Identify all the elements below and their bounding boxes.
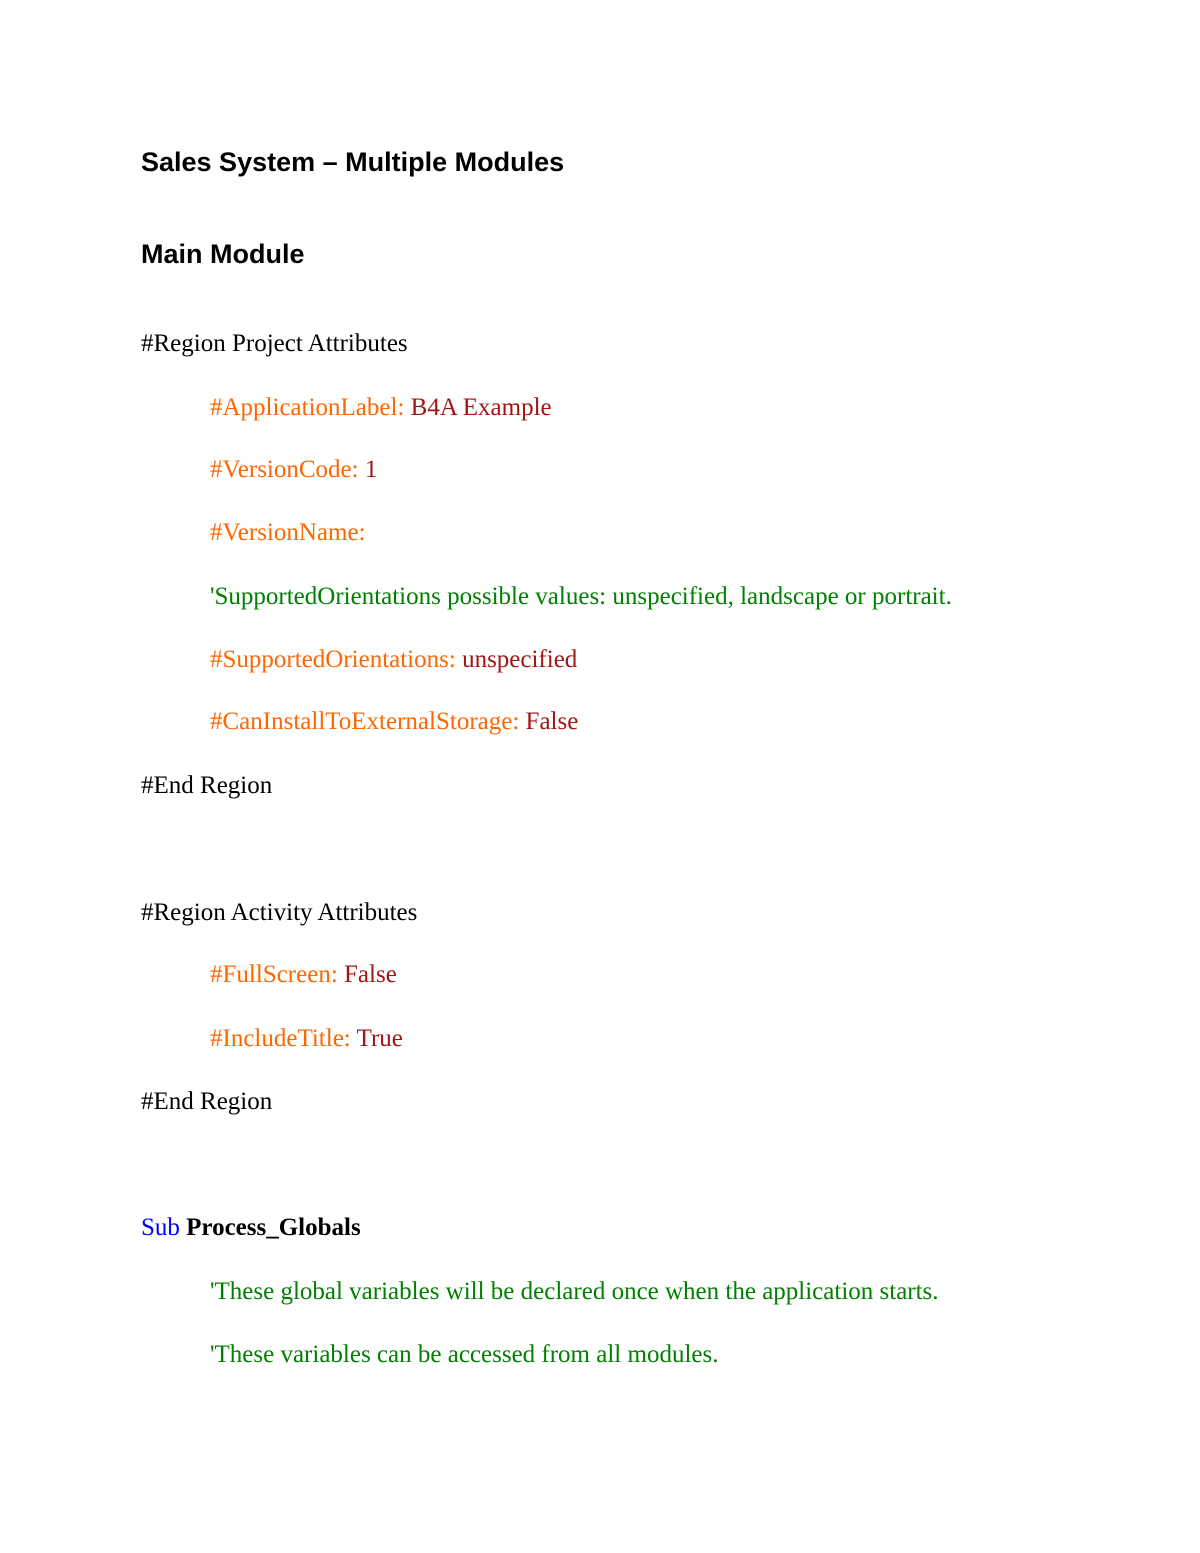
directive-key: #SupportedOrientations xyxy=(210,646,449,673)
directive-key: #CanInstallToExternalStorage xyxy=(210,708,513,735)
directive-key: #IncludeTitle xyxy=(210,1025,344,1052)
document-title: Sales System – Multiple Modules xyxy=(141,147,565,177)
version-name-line xyxy=(210,520,366,545)
globals-comment-2: 'These variables can be accessed from all modules. xyxy=(210,1341,719,1368)
region-start-project: #Region Project Attributes xyxy=(141,330,408,357)
directive-value: 1 xyxy=(364,456,378,483)
supported-orientations-line xyxy=(210,647,577,672)
can-install-external-line xyxy=(210,709,578,734)
directive-value: False xyxy=(344,961,397,988)
include-title-line xyxy=(210,1026,403,1051)
directive-value: B4A Example xyxy=(410,394,552,421)
application-label-line xyxy=(210,395,552,420)
region-start-activity: #Region Activity Attributes xyxy=(141,899,418,926)
directive-value: unspecified xyxy=(462,646,578,673)
directive-value: False xyxy=(525,708,579,735)
directive-separator: : xyxy=(397,394,411,421)
fullscreen-line xyxy=(210,962,397,987)
module-heading: Main Module xyxy=(141,239,305,269)
directive-separator: : xyxy=(330,961,345,988)
sub-keyword: Sub xyxy=(141,1214,180,1241)
directive-key: #FullScreen xyxy=(210,961,331,988)
version-code-line xyxy=(210,457,377,482)
globals-comment-1: 'These global variables will be declared once when the application starts. xyxy=(210,1278,939,1305)
directive-key: #VersionName xyxy=(210,519,359,546)
directive-key: #VersionCode xyxy=(210,456,352,483)
orientations-comment: 'SupportedOrientations possible values: unspecified, landscape or portrait. xyxy=(210,583,952,610)
directive-separator: : xyxy=(351,456,365,483)
region-end-project: #End Region xyxy=(141,772,273,799)
sub-declaration-line xyxy=(141,1215,361,1240)
directive-separator: : xyxy=(448,646,463,673)
region-end-activity: #End Region xyxy=(141,1088,273,1115)
sub-name: Process_Globals xyxy=(186,1214,361,1241)
directive-value: True xyxy=(356,1025,403,1052)
directive-separator: : xyxy=(358,519,366,546)
directive-key: #ApplicationLabel xyxy=(210,394,398,421)
directive-separator: : xyxy=(512,708,526,735)
directive-separator: : xyxy=(343,1025,357,1052)
